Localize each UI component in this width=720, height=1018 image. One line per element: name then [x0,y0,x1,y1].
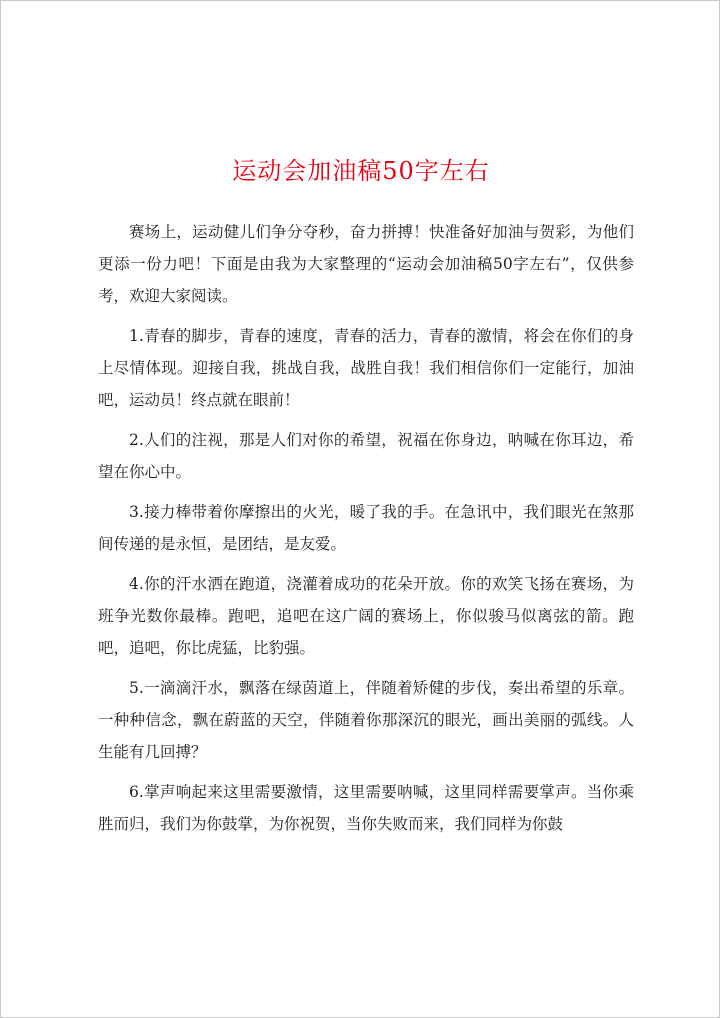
document-title: 运动会加油稿50字左右 [232,157,490,185]
paragraph-3: 3.接力棒带着你摩擦出的火光，暖了我的手。在急讯中，我们眼光在煞那间传递的是永恒，是团结，是友爱。 [98,503,634,553]
intro-paragraph: 赛场上，运动健儿们争分夺秒，奋力拼搏！快准备好加油与贺彩，为他们更添一份力吧！下面是由我为大家整理的“运动会加油稿50字左右”，仅供参考，欢迎大家阅读。 [98,223,634,305]
paragraph-1: 1.青春的脚步，青春的速度，青春的活力，青春的激情，将会在你们的身上尽情体现。迎接自我，挑战自我，战胜自我！我们相信你们一定能行，加油吧，运动员！终点就在眼前！ [98,327,634,409]
paragraph-2: 2.人们的注视，那是人们对你的希望，祝福在你身边，呐喊在你耳边，希望在你心中。 [98,431,634,481]
paragraph-6: 6.掌声响起来这里需要激情，这里需要呐喊，这里同样需要掌声。当你乘胜而归，我们为你鼓掌，为你祝贺，当你失败而来，我们同样为你鼓 [98,783,634,833]
paragraph-5: 5.一滴滴汗水，飘落在绿茵道上，伴随着矫健的步伐，奏出希望的乐章。一种种信念，飘在蔚蓝的天空，伴随着你那深沉的眼光，画出美丽的弧线。人生能有几回搏？ [98,679,634,761]
paragraph-4: 4.你的汗水洒在跑道，浇灌着成功的花朵开放。你的欢笑飞扬在赛场，为班争光数你最棒。跑吧，追吧在这广阔的赛场上，你似骏马似离弦的箭。跑吧，追吧，你比虎猛，比豹强。 [98,575,634,657]
document-body [98,216,634,848]
